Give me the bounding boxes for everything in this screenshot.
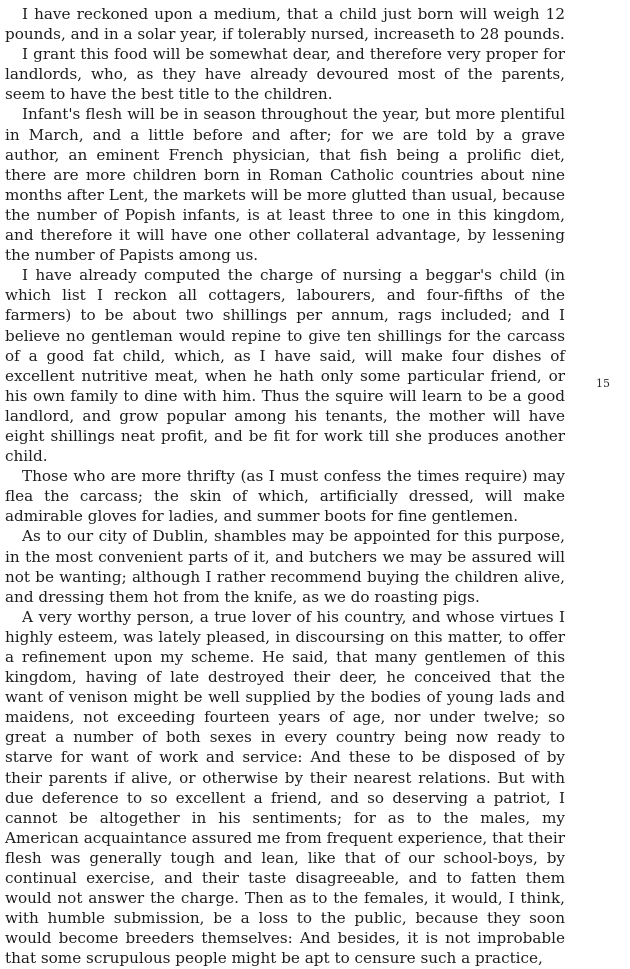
paragraph-5: Those who are more thrifty (as I must confess the times require) may flea the carcass; the skin of which, artificially dressed, will make admirable gloves for ladies, and summer boots for fine gentlemen.	[5, 467, 565, 526]
paragraph-4: I have already computed the charge of nursing a beggar's child (in which list I reckon all cottagers, labourers, and four-fifths of the farmers) to be about two shillings per annum, rags included; and I believe no gentleman would repine to give ten shillings for the carcass of a good fat child, which, as I have said, will make four dishes of excellent nutritive meat, when he hath only some particular friend, or his own family to dine with him. Thus the squire will learn to be a good landlord, and grow popular among his tenants, the mother will have eight shillings neat profit, and be fit for work till she produces another child.	[5, 266, 565, 466]
paragraph-7: A very worthy person, a true lover of his country, and whose virtues I highly esteem, was lately pleased, in discoursing on this matter, to offer a refinement upon my scheme. He said, that many gentlemen of this kingdom, having of late destroyed their deer, he conceived that the want of venison might be well supplied by the bodies of young lads and maidens, not exceeding fourteen years of age, nor under twelve; so great a number of both sexes in every country being now ready to starve for want of work and service: And these to be disposed of by their parents if alive, or otherwise by their nearest relations. But with due deference to so excellent a friend, and so deserving a patriot, I cannot be altogether in his sentiments; for as to the males, my American acquaintance assured me from frequent experience, that their flesh was generally tough and lean, like that of our school-boys, by continual exercise, and their taste disagreeable, and to fatten them would not answer the charge. Then as to the females, it would, I think, with humble submission, be a loss to the public, because they soon would become breeders themselves: And besides, it is not improbable that some scrupulous people might be apt to censure such a practice,	[5, 607, 565, 968]
body-text	[5, 4, 565, 969]
paragraph-6: As to our city of Dublin, shambles may be appointed for this purpose, in the most convenient parts of it, and butchers we may be assured will not be wanting; although I rather recommend buying the children alive, and dressing them hot from the knife, as we do roasting pigs.	[5, 527, 565, 606]
paragraph-1: I have reckoned upon a medium, that a child just born will weigh 12 pounds, and in a solar year, if tolerably nursed, increaseth to 28 pounds.	[5, 5, 565, 44]
paragraph-2: I grant this food will be somewhat dear, and therefore very proper for landlords, who, as they have already devoured most of the parents, seem to have the best title to the children.	[5, 45, 565, 104]
margin-line-number: 15	[596, 377, 610, 390]
paragraph-3: Infant's flesh will be in season throughout the year, but more plentiful in March, and a little before and after; for we are told by a grave author, an eminent French physician, that fish being a prolific diet, there are more children born in Roman Catholic countries about nine months after Lent, the markets will be more glutted than usual, because the number of Popish infants, is at least three to one in this kingdom, and therefore it will have one other collateral advantage, by lessening the number of Papists among us.	[5, 105, 565, 265]
